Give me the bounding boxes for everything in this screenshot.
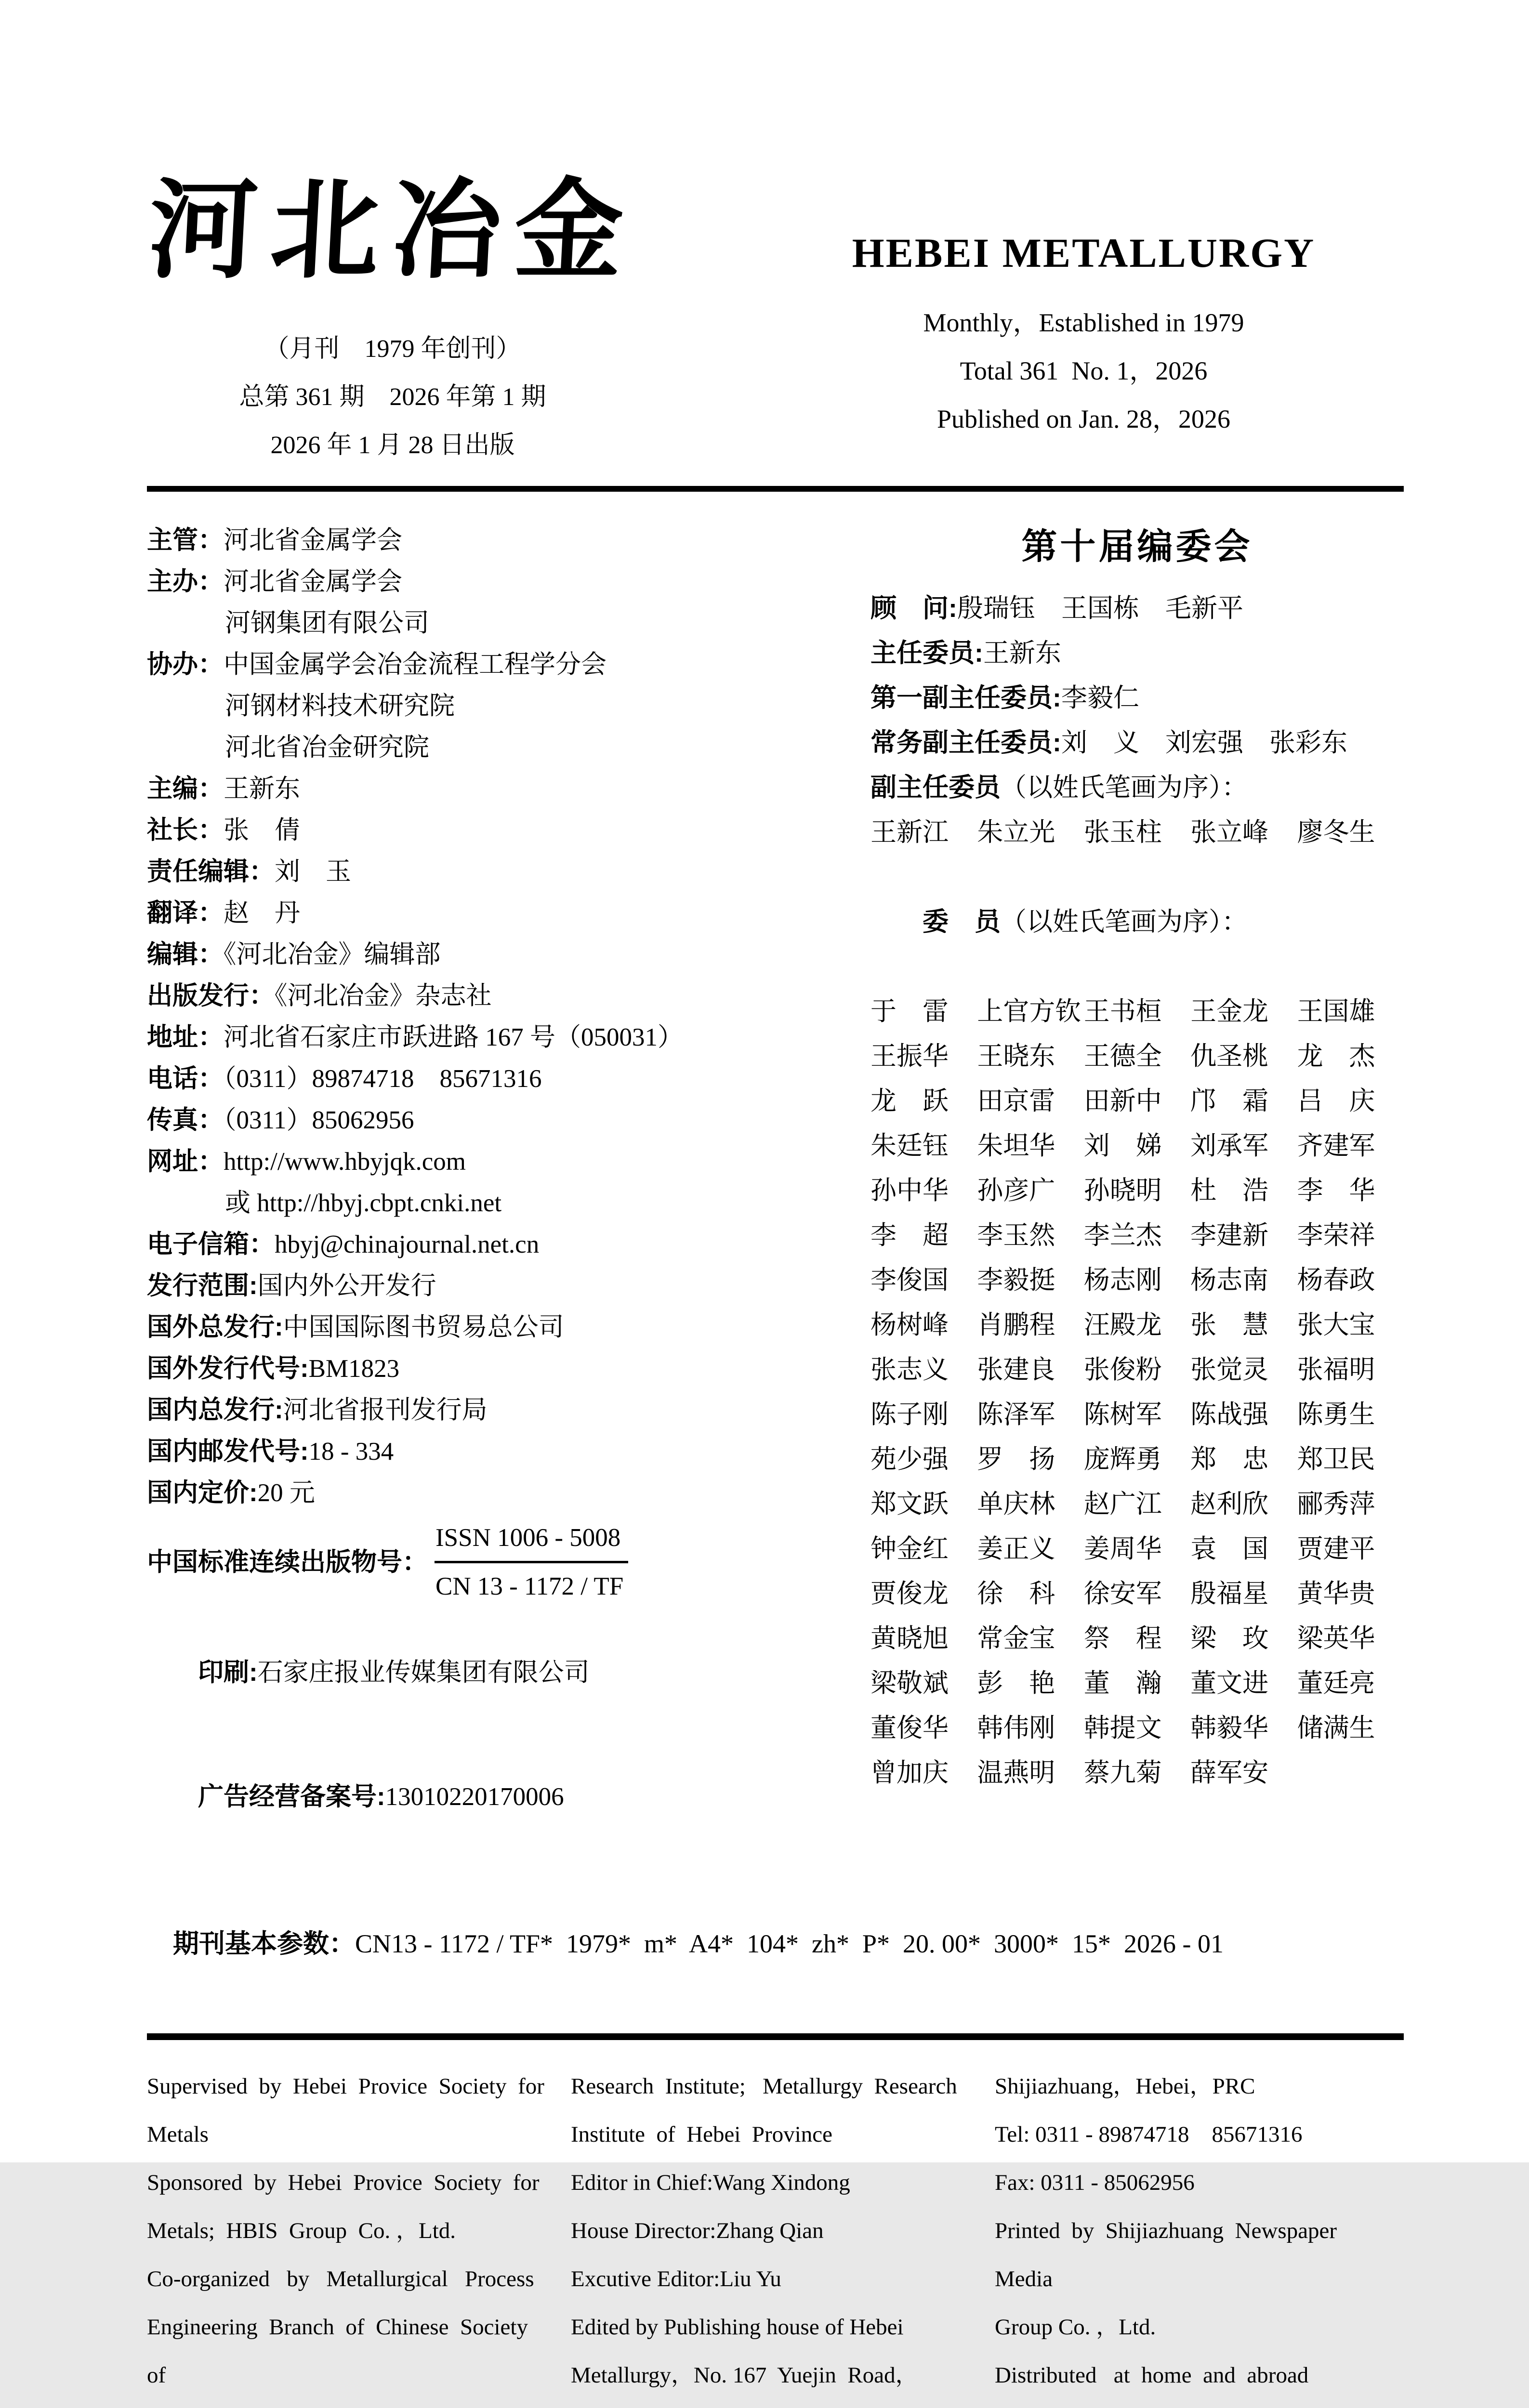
committee-member: 张建良	[977, 1355, 1055, 1384]
committee-member-row	[870, 1571, 1404, 1616]
committee-member: 钟金红	[870, 1534, 949, 1563]
info-label: 国外发行代号:	[147, 1354, 309, 1383]
committee-member: 苑少强	[870, 1445, 949, 1474]
masthead-en-line: Published on Jan. 28，2026	[936, 405, 1230, 433]
info-value: 河北省金属学会	[224, 568, 402, 596]
committee-member: 郑文跃	[870, 1490, 949, 1518]
members-note: （以姓氏笔画为序）：	[1001, 907, 1248, 936]
info-row	[147, 1431, 850, 1472]
editorial-board-column	[850, 520, 1404, 1859]
committee-member-row	[870, 1661, 1404, 1706]
info-value: 或 http://hbyj.cbpt.cnki.net	[225, 1189, 502, 1217]
info-value: （0311）89874718 85671316	[224, 1065, 542, 1093]
committee-member: 王书桓	[1083, 997, 1162, 1026]
committee-role-row	[870, 586, 1404, 631]
footer-line: Metallurgy，No. 167 Yuejin Road，	[571, 2363, 918, 2388]
ad-license-row	[147, 1735, 850, 1859]
committee-member-row	[870, 1527, 1404, 1571]
info-value: 《河北冶金》编辑部	[224, 941, 441, 968]
journal-params-label: 期刊基本参数：	[173, 1929, 355, 1958]
cn-number: CN 13 - 1172 / TF	[435, 1572, 624, 1600]
committee-member: 陈子刚	[870, 1400, 949, 1429]
footer-line: Shijiazhuang，Hebei，PRC	[995, 2074, 1255, 2099]
masthead-cn-line: （月刊 1979 年创刊）	[264, 335, 521, 363]
committee-role-label: 第一副主任委员:	[870, 683, 1061, 712]
info-value: 中国金属学会冶金流程工程学分会	[224, 651, 606, 679]
members-label: 委 员	[923, 907, 1001, 936]
info-row	[147, 810, 850, 851]
issn-number: ISSN 1006 - 5008	[435, 1518, 628, 1563]
committee-member: 董 瀚	[1083, 1669, 1162, 1698]
masthead-en-line: Total 361 No. 1，2026	[960, 356, 1208, 385]
committee-member-row	[870, 1348, 1404, 1392]
committee-member-row	[870, 1258, 1404, 1303]
committee-member: 上官方钦	[977, 997, 1081, 1026]
committee-member: 温燕明	[977, 1758, 1055, 1787]
footer-column-2	[571, 2062, 995, 2408]
info-label: 编辑：	[147, 940, 224, 968]
committee-member: 于 雷	[870, 997, 949, 1026]
footer-line: Sponsored by Hebei Provice Society for	[147, 2170, 540, 2195]
committee-role-label: 常务副主任委员:	[870, 728, 1061, 757]
committee-member: 袁 国	[1190, 1534, 1269, 1563]
committee-members-grid	[870, 989, 1404, 1795]
committee-member: 曾加庆	[870, 1758, 949, 1787]
committee-member: 李俊国	[870, 1266, 949, 1295]
info-row	[147, 644, 850, 685]
ad-license-label: 广告经营备案号:	[198, 1782, 385, 1811]
ad-license-value: 13010220170006	[385, 1783, 564, 1811]
committee-member: 张俊粉	[1083, 1355, 1162, 1384]
committee-member: 吕 庆	[1297, 1086, 1375, 1115]
committee-member: 韩毅华	[1190, 1714, 1269, 1742]
journal-params-row	[0, 1859, 1529, 2016]
info-row	[147, 1472, 850, 1514]
committee-member: 董廷亮	[1297, 1669, 1375, 1698]
editorial-board-roles	[870, 586, 1404, 810]
info-row	[147, 934, 850, 975]
committee-member-row	[870, 989, 1404, 1034]
masthead-en-line: Monthly，Established in 1979	[923, 308, 1244, 337]
info-label: 责任编辑：	[147, 857, 275, 886]
committee-member: 黄华贵	[1297, 1579, 1375, 1608]
committee-member: 姜正义	[977, 1534, 1055, 1563]
footer-line: Tel: 0311 - 89874718 85671316	[995, 2122, 1303, 2147]
info-row	[147, 1389, 850, 1431]
info-label: 国内定价:	[147, 1479, 258, 1507]
committee-member: 陈泽军	[977, 1400, 1055, 1429]
committee-role-row	[870, 676, 1404, 720]
info-label: 主办：	[147, 567, 224, 596]
info-label: 国内总发行:	[147, 1396, 283, 1424]
committee-member: 杨春政	[1297, 1266, 1375, 1295]
committee-member: 梁敬斌	[870, 1669, 949, 1698]
info-row	[147, 1099, 850, 1141]
info-value: 20 元	[257, 1479, 315, 1507]
footer-line: Distributed at home and abroad	[995, 2363, 1309, 2388]
info-value: 中国国际图书贸易总公司	[283, 1313, 564, 1341]
masthead-english-block	[638, 159, 1404, 470]
issn-row	[147, 1518, 850, 1606]
footer-line: Metals; HBIS Group Co. ，Ltd.	[147, 2218, 456, 2243]
info-value: 赵 丹	[224, 899, 300, 927]
info-row	[147, 1265, 850, 1307]
committee-member-row	[870, 1124, 1404, 1168]
committee-member: 庞辉勇	[1083, 1445, 1162, 1474]
committee-member-row	[870, 1482, 1404, 1527]
committee-member-row	[870, 1437, 1404, 1482]
committee-role-label: 主任委员:	[870, 639, 983, 667]
committee-role-label: 顾 问:	[870, 594, 957, 623]
info-row	[147, 851, 850, 892]
committee-role-row	[870, 631, 1404, 676]
committee-member-row	[870, 1213, 1404, 1258]
committee-member: 张志义	[870, 1355, 949, 1384]
committee-member: 梁英华	[1297, 1624, 1375, 1653]
committee-member: 龙 杰	[1297, 1042, 1375, 1071]
committee-role-row	[870, 720, 1404, 765]
committee-member: 郦秀萍	[1297, 1490, 1375, 1518]
info-row	[147, 602, 850, 644]
committee-member: 韩提文	[1083, 1714, 1162, 1742]
masthead	[0, 0, 1529, 470]
committee-member: 田京雷	[977, 1086, 1055, 1115]
info-value: 国内外公开发行	[257, 1272, 436, 1300]
committee-member: 张立峰	[1190, 818, 1269, 847]
info-value: 河北省报刊发行局	[283, 1396, 488, 1424]
committee-member-row	[870, 1706, 1404, 1751]
print-label: 印刷:	[198, 1658, 258, 1687]
committee-member: 董文进	[1190, 1669, 1269, 1698]
committee-members-header	[870, 855, 1404, 989]
committee-member: 杜 浩	[1190, 1176, 1269, 1205]
footer-line: Excutive Editor:Liu Yu	[571, 2266, 781, 2291]
committee-member: 邝 霜	[1190, 1086, 1269, 1115]
issn-fraction	[435, 1518, 628, 1606]
committee-member-row	[870, 1168, 1404, 1213]
info-value: BM1823	[308, 1355, 400, 1383]
committee-role-value: 王新东	[983, 639, 1061, 667]
footer-line: Co-organized by Metallurgical Process	[147, 2266, 534, 2291]
footer-line: Metals	[147, 2122, 209, 2147]
committee-member: 殷福星	[1190, 1579, 1269, 1608]
committee-member: 肖鹏程	[977, 1310, 1055, 1339]
footer-line: Group Co. ，Ltd.	[995, 2315, 1156, 2340]
footer-line	[147, 2399, 552, 2408]
footer-line: Supervised by Hebei Provice Society for	[147, 2074, 544, 2099]
committee-member: 陈勇生	[1297, 1400, 1375, 1429]
masthead-chinese-block	[147, 159, 638, 470]
committee-member: 刘 娣	[1083, 1131, 1162, 1160]
info-row	[147, 892, 850, 934]
committee-member-row	[870, 1303, 1404, 1348]
committee-member: 赵利欣	[1190, 1490, 1269, 1518]
vice-chair-members-grid	[870, 810, 1404, 855]
committee-member: 王新江	[870, 818, 949, 847]
committee-member: 贾俊龙	[870, 1579, 949, 1608]
committee-member-row	[870, 1616, 1404, 1661]
info-row	[147, 685, 850, 727]
committee-member: 贾建平	[1297, 1534, 1375, 1563]
editorial-board-title: 第十届编委会	[1021, 526, 1253, 566]
committee-member: 陈树军	[1083, 1400, 1162, 1429]
committee-member-row	[870, 810, 1404, 855]
committee-member: 蔡九菊	[1083, 1758, 1162, 1787]
committee-member: 陈战强	[1190, 1400, 1269, 1429]
committee-member: 张大宝	[1297, 1310, 1375, 1339]
masthead-cn-lines	[147, 325, 638, 470]
info-row	[147, 1224, 850, 1265]
footer-line: Fax: 0311 - 85062956	[995, 2170, 1195, 2195]
info-label: 社长：	[147, 816, 224, 844]
committee-member: 王金龙	[1190, 997, 1269, 1026]
info-label: 出版发行：	[147, 982, 275, 1010]
committee-member: 孙晓明	[1083, 1176, 1162, 1205]
committee-member: 朱廷钰	[870, 1131, 949, 1160]
committee-member: 徐安军	[1083, 1579, 1162, 1608]
masthead-en-lines	[764, 299, 1404, 443]
info-label: 电子信箱：	[147, 1230, 275, 1258]
footer-line: Printed by Shijiazhuang Newspaper Media	[995, 2218, 1348, 2291]
publication-info-rows	[147, 520, 850, 1514]
committee-member: 田新中	[1083, 1086, 1162, 1115]
committee-member: 赵广江	[1083, 1490, 1162, 1518]
committee-member: 李 超	[870, 1221, 949, 1250]
committee-member: 刘承军	[1190, 1131, 1269, 1160]
committee-member: 齐建军	[1297, 1131, 1375, 1160]
info-row	[147, 1058, 850, 1099]
committee-member-row	[870, 1751, 1404, 1795]
top-divider-rule	[147, 486, 1404, 492]
info-label: 国外总发行:	[147, 1313, 283, 1341]
info-value: 河钢集团有限公司	[225, 609, 429, 637]
footer-column-3	[995, 2062, 1418, 2408]
committee-member: 龙 跃	[870, 1086, 949, 1115]
info-label: 主管：	[147, 526, 224, 554]
info-row	[147, 1182, 850, 1224]
masthead-cn-line: 2026 年 1 月 28 日出版	[270, 432, 515, 459]
committee-member: 薛军安	[1190, 1758, 1269, 1787]
committee-member: 王国雄	[1297, 997, 1375, 1026]
info-value: （0311）85062956	[224, 1106, 414, 1134]
committee-member: 李 华	[1297, 1176, 1375, 1205]
committee-member: 王振华	[870, 1042, 949, 1071]
committee-member: 李荣祥	[1297, 1221, 1375, 1250]
info-label: 协办：	[147, 650, 224, 679]
committee-member: 廖冬生	[1297, 818, 1375, 847]
info-row	[147, 1307, 850, 1348]
info-value: 刘 玉	[275, 858, 351, 886]
committee-member: 罗 扬	[977, 1445, 1055, 1474]
info-label: 网址：	[147, 1147, 224, 1176]
committee-member: 彭 艳	[977, 1669, 1055, 1698]
committee-member-row	[870, 1034, 1404, 1079]
info-label: 主编：	[147, 774, 224, 803]
info-label: 发行范围:	[147, 1271, 258, 1300]
info-label: 地址：	[147, 1023, 224, 1051]
footer-line: House Director:Zhang Qian	[571, 2218, 824, 2243]
committee-member: 黄晓旭	[870, 1624, 949, 1653]
info-row	[147, 561, 850, 602]
committee-member: 李玉然	[977, 1221, 1055, 1250]
info-label: 国内邮发代号:	[147, 1437, 309, 1466]
committee-member: 王德全	[1083, 1042, 1162, 1071]
masthead-cn-line: 总第 361 期 2026 年第 1 期	[239, 383, 546, 411]
footer-line: Institute of Hebei Province	[571, 2122, 832, 2147]
info-label: 传真：	[147, 1106, 224, 1134]
info-value: 张 倩	[224, 816, 300, 844]
committee-member: 郑 忠	[1190, 1445, 1269, 1474]
committee-member: 徐 科	[977, 1579, 1055, 1608]
main-content	[0, 492, 1529, 1859]
publication-info-column	[147, 520, 850, 1859]
footer-column-1	[147, 2062, 571, 2408]
issn-label: 中国标准连续出版物号：	[147, 1547, 428, 1576]
journal-logo-calligraphy: 河北冶金	[145, 171, 640, 291]
info-value: 河北省金属学会	[224, 526, 402, 554]
committee-member: 张觉灵	[1190, 1355, 1269, 1384]
info-row	[147, 1141, 850, 1182]
committee-member: 董俊华	[870, 1714, 949, 1742]
info-value: 河北省石家庄市跃进路 167 号（050031）	[224, 1023, 683, 1051]
footer-line: Research Institute; Metallurgy Research	[571, 2074, 957, 2099]
info-row	[147, 975, 850, 1017]
committee-member: 李毅挺	[977, 1266, 1055, 1295]
committee-member: 李建新	[1190, 1221, 1269, 1250]
committee-member: 祭 程	[1083, 1624, 1162, 1653]
committee-role-row	[870, 765, 1404, 810]
committee-member: 郑卫民	[1297, 1445, 1375, 1474]
footer-line: Editor in Chief:Wang Xindong	[571, 2170, 850, 2195]
info-value: 河北省冶金研究院	[225, 733, 429, 761]
info-row	[147, 1348, 850, 1389]
bottom-divider-rule	[147, 2033, 1404, 2040]
info-label: 电话：	[147, 1064, 224, 1093]
info-row	[147, 768, 850, 810]
journal-params-value: CN13 - 1172 / TF* 1979* m* A4* 104* zh* P* 20. 00* 3000* 15* 2026 - 01	[355, 1929, 1224, 1958]
english-footer	[0, 2040, 1529, 2408]
committee-role-value: 殷瑞钰 王国栋 毛新平	[957, 594, 1243, 623]
info-value: 王新东	[224, 775, 300, 803]
info-label: 翻译：	[147, 899, 224, 927]
committee-member: 朱坦华	[977, 1131, 1055, 1160]
committee-role-value: 刘 义 刘宏强 张彩东	[1061, 728, 1347, 757]
committee-member: 储满生	[1297, 1714, 1375, 1742]
footer-line: Engineering Branch of Chinese Society of	[147, 2315, 540, 2388]
info-row	[147, 727, 850, 768]
print-value: 石家庄报业传媒集团有限公司	[257, 1659, 590, 1687]
committee-member: 单庆林	[977, 1490, 1055, 1518]
committee-member: 朱立光	[977, 818, 1055, 847]
committee-member: 李兰杰	[1083, 1221, 1162, 1250]
print-row	[147, 1610, 850, 1735]
committee-member: 张 慧	[1190, 1310, 1269, 1339]
committee-role-value: 李毅仁	[1061, 683, 1139, 712]
committee-role-value: （以姓氏笔画为序）：	[1001, 773, 1248, 802]
committee-member: 杨志刚	[1083, 1266, 1162, 1295]
committee-member: 仇圣桃	[1190, 1042, 1269, 1071]
committee-member: 梁 玫	[1190, 1624, 1269, 1653]
footer-line: Edited by Publishing house of Hebei	[571, 2315, 904, 2340]
journal-english-title: HEBEI METALLURGY	[852, 230, 1316, 276]
committee-member: 张玉柱	[1083, 818, 1162, 847]
info-value: 《河北冶金》杂志社	[275, 982, 492, 1010]
info-row	[147, 1017, 850, 1058]
committee-member-row	[870, 1392, 1404, 1437]
info-row	[147, 520, 850, 561]
committee-member: 孙彦广	[977, 1176, 1055, 1205]
committee-role-label: 副主任委员	[870, 773, 1001, 802]
committee-member: 张福明	[1297, 1355, 1375, 1384]
info-value: 18 - 334	[308, 1438, 394, 1466]
committee-member: 杨志南	[1190, 1266, 1269, 1295]
committee-member-row	[870, 1079, 1404, 1124]
committee-member: 汪殿龙	[1083, 1310, 1162, 1339]
committee-member: 常金宝	[977, 1624, 1055, 1653]
committee-member: 孙中华	[870, 1176, 949, 1205]
committee-member: 韩伟刚	[977, 1714, 1055, 1742]
committee-member: 王晓东	[977, 1042, 1055, 1071]
committee-member: 姜周华	[1083, 1534, 1162, 1563]
info-value: hbyj@chinajournal.net.cn	[275, 1230, 540, 1258]
info-value: 河钢材料技术研究院	[225, 692, 455, 720]
committee-member: 杨树峰	[870, 1310, 949, 1339]
info-value: http://www.hbyjqk.com	[224, 1148, 466, 1176]
